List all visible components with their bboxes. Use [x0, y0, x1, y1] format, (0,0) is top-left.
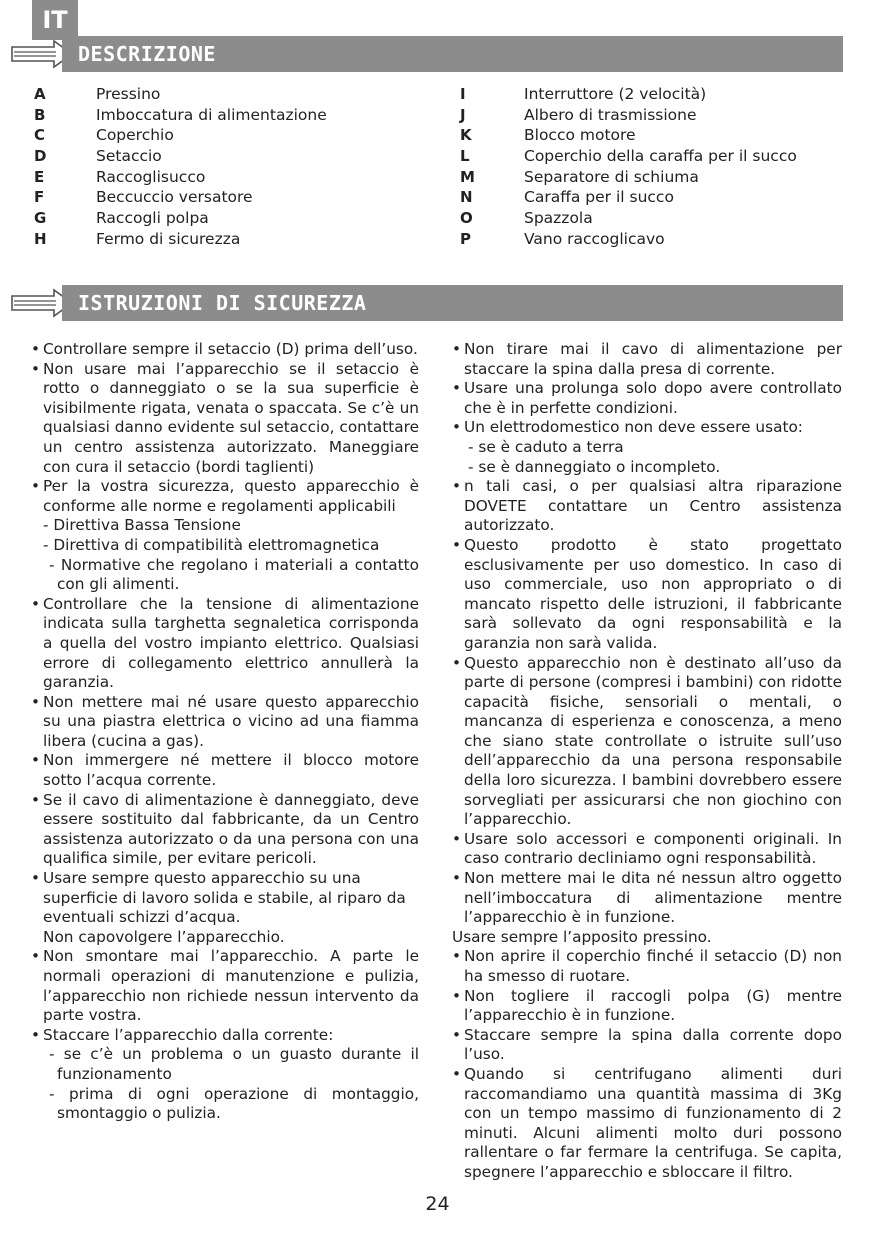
part-label: Pressino	[96, 85, 161, 103]
safety-item: • Questo prodotto è stato progettato esclusivamente per uso domestico. In caso di uso commerciale, uso non appropriato o di mancato rispetto delle istruzioni, il fabbricante sarà sollevato da ogni responsabilità e la garanzia non sarà valida.	[452, 536, 842, 654]
safety-item: • Non immergere né mettere il blocco motore sotto l’acqua corrente.	[31, 751, 419, 790]
safety-item: • Se il cavo di alimentazione è danneggiato, deve essere sostituito dal fabbricante, da un Centro assistenza autorizzato o da una persona con una qualifica simile, per evitare pericoli.	[31, 791, 419, 869]
safety-subitem: - prima di ogni operazione di montaggio, smontaggio o pulizia.	[49, 1084, 419, 1123]
part-label: Separatore di schiuma	[524, 167, 699, 186]
part-item	[34, 125, 414, 146]
part-letter: G	[34, 209, 47, 228]
safety-item: • Questo apparecchio non è destinato all’uso da parte di persone (compresi i bambini) con ridotte capacità fisiche, sensoriali o mentali, o mancanza di esperienza e conoscenza, a meno che siano state controllate o istruite sull’uso dell’apparecchio da una persona responsabile della loro sicurezza. I bambini dovrebbero essere sorvegliati per assicurarsi che non giochino con l’apparecchio.	[452, 654, 842, 830]
safety-heading: ISTRUZIONI DI SICUREZZA	[62, 285, 843, 321]
safety-item: • Staccare l’apparecchio dalla corrente:	[31, 1026, 419, 1046]
part-item	[34, 208, 414, 229]
safety-subitem: - Direttiva Bassa Tensione	[43, 516, 241, 535]
safety-item: • Non aprire il coperchio finché il setaccio (D) non ha smesso di ruotare.	[452, 947, 842, 986]
part-label: Albero di trasmissione	[524, 105, 697, 124]
part-item	[460, 146, 840, 167]
description-heading: DESCRIZIONE	[62, 36, 843, 72]
safety-subitem: - se c’è un problema o un guasto durante il funzionamento	[49, 1045, 419, 1083]
part-item	[460, 167, 840, 188]
part-letter: I	[460, 85, 466, 103]
page-number: 24	[425, 1193, 450, 1215]
safety-column-left	[31, 340, 419, 1124]
safety-item: • Usare solo accessori e componenti originali. In caso contrario decliniamo ogni responsabilità.	[452, 830, 842, 869]
part-item	[460, 208, 840, 229]
safety-item: • n tali casi, o per qualsiasi altra riparazione DOVETE contattare un Centro assistenza autorizzato.	[452, 477, 842, 536]
part-label: Blocco motore	[524, 126, 636, 145]
part-item	[460, 105, 840, 126]
parts-list-left	[34, 84, 414, 250]
part-letter: M	[460, 167, 475, 186]
safety-column-right	[452, 340, 842, 1183]
safety-item: • Non tirare mai il cavo di alimentazione per staccare la spina dalla presa di corrente.	[452, 340, 842, 379]
safety-item: • Usare sempre questo apparecchio su una superficie di lavoro solida e stabile, al riparo da eventuali schizzi d’acqua.	[31, 869, 419, 928]
part-letter: A	[34, 85, 46, 103]
safety-item: • Usare una prolunga solo dopo avere controllato che è in perfette condizioni.	[452, 379, 842, 418]
part-item	[34, 187, 414, 208]
part-item	[34, 105, 414, 126]
safety-item: • Non mettere mai né usare questo apparecchio su una piastra elettrica o vicino ad una fiamma libera (cucina a gas).	[31, 693, 419, 752]
part-label: Imboccatura di alimentazione	[96, 105, 327, 124]
part-label: Interruttore (2 velocità)	[524, 85, 707, 103]
part-letter: D	[34, 147, 47, 166]
safety-text: Non capovolgere l’apparecchio.	[43, 927, 285, 946]
part-letter: H	[34, 229, 47, 248]
part-item	[34, 146, 414, 167]
safety-item: • Non mettere mai le dita né nessun altro oggetto nell’imboccatura di alimentazione mentre l’apparecchio è in funzione.	[452, 869, 842, 928]
part-letter: J	[460, 105, 466, 124]
part-item	[34, 229, 414, 250]
part-label: Fermo di sicurezza	[96, 229, 241, 248]
safety-item: • Non togliere il raccogli polpa (G) mentre l’apparecchio è in funzione.	[452, 987, 842, 1026]
part-letter: L	[460, 147, 470, 166]
parts-list-right	[460, 84, 840, 250]
safety-item: • Un elettrodomestico non deve essere usato:	[452, 418, 842, 438]
part-letter: K	[460, 126, 472, 145]
safety-subitem: - se è danneggiato o incompleto.	[468, 457, 721, 476]
part-item	[460, 187, 840, 208]
safety-subitem: - se è caduto a terra	[468, 437, 624, 456]
part-letter: C	[34, 126, 46, 145]
safety-item: • Per la vostra sicurezza, questo apparecchio è conforme alle norme e regolamenti applicabili	[31, 477, 419, 516]
part-label: Raccoglisucco	[96, 167, 206, 186]
part-label: Setaccio	[96, 147, 162, 166]
part-letter: F	[34, 188, 45, 207]
safety-item: • Staccare sempre la spina dalla corrente dopo l’uso.	[452, 1026, 842, 1065]
part-label: Raccogli polpa	[96, 209, 209, 228]
safety-text: Usare sempre l’apposito pressino.	[452, 927, 712, 946]
part-item	[460, 125, 840, 146]
part-label: Caraffa per il succo	[524, 188, 674, 207]
safety-item: • Non smontare mai l’apparecchio. A parte le normali operazioni di manutenzione e pulizia, l’apparecchio non richiede nessun intervento da parte vostra.	[31, 947, 419, 1025]
part-label: Coperchio	[96, 126, 174, 145]
safety-subitem: - Direttiva di compatibilità elettromagnetica	[43, 535, 380, 554]
safety-item: • Quando si centrifugano alimenti duri raccomandiamo una quantità massima di 3Kg con un tempo massimo di funzionamento di 2 minuti. Alcuni alimenti molto duri possono rallentare o far fermare la centrifuga. Se capita, spegnere l’apparecchio e sbloccare il filtro.	[452, 1065, 842, 1183]
part-label: Vano raccoglicavo	[524, 229, 665, 248]
part-item	[460, 84, 840, 105]
part-letter: P	[460, 229, 471, 248]
part-label: Coperchio della caraffa per il succo	[524, 147, 797, 166]
safety-item: • Non usare mai l’apparecchio se il setaccio è rotto o danneggiato o se la sua superficie è visibilmente rigata, venata o spaccata. Se c’è un qualsiasi danno evidente sul setaccio, contattare un centro assistenza autorizzato. Maneggiare con cura il setaccio (bordi taglienti)	[31, 360, 419, 478]
part-item	[460, 229, 840, 250]
part-label: Spazzola	[524, 209, 593, 228]
part-item	[34, 84, 414, 105]
part-label: Beccuccio versatore	[96, 188, 253, 207]
safety-subitem: - Normative che regolano i materiali a contatto con gli alimenti.	[49, 555, 419, 594]
part-letter: N	[460, 188, 473, 207]
part-letter: O	[460, 209, 473, 228]
part-letter: B	[34, 105, 46, 124]
safety-item: • Controllare che la tensione di alimentazione indicata sulla targhetta segnaletica corrisponda a quella del vostro impianto elettrico. Qualsiasi errore di collegamento elettrico annullerà la garanzia.	[31, 595, 419, 693]
part-item	[34, 167, 414, 188]
part-letter: E	[34, 167, 45, 186]
safety-item: • Controllare sempre il setaccio (D) prima dell’uso.	[31, 340, 419, 360]
language-tab: IT	[32, 0, 78, 40]
